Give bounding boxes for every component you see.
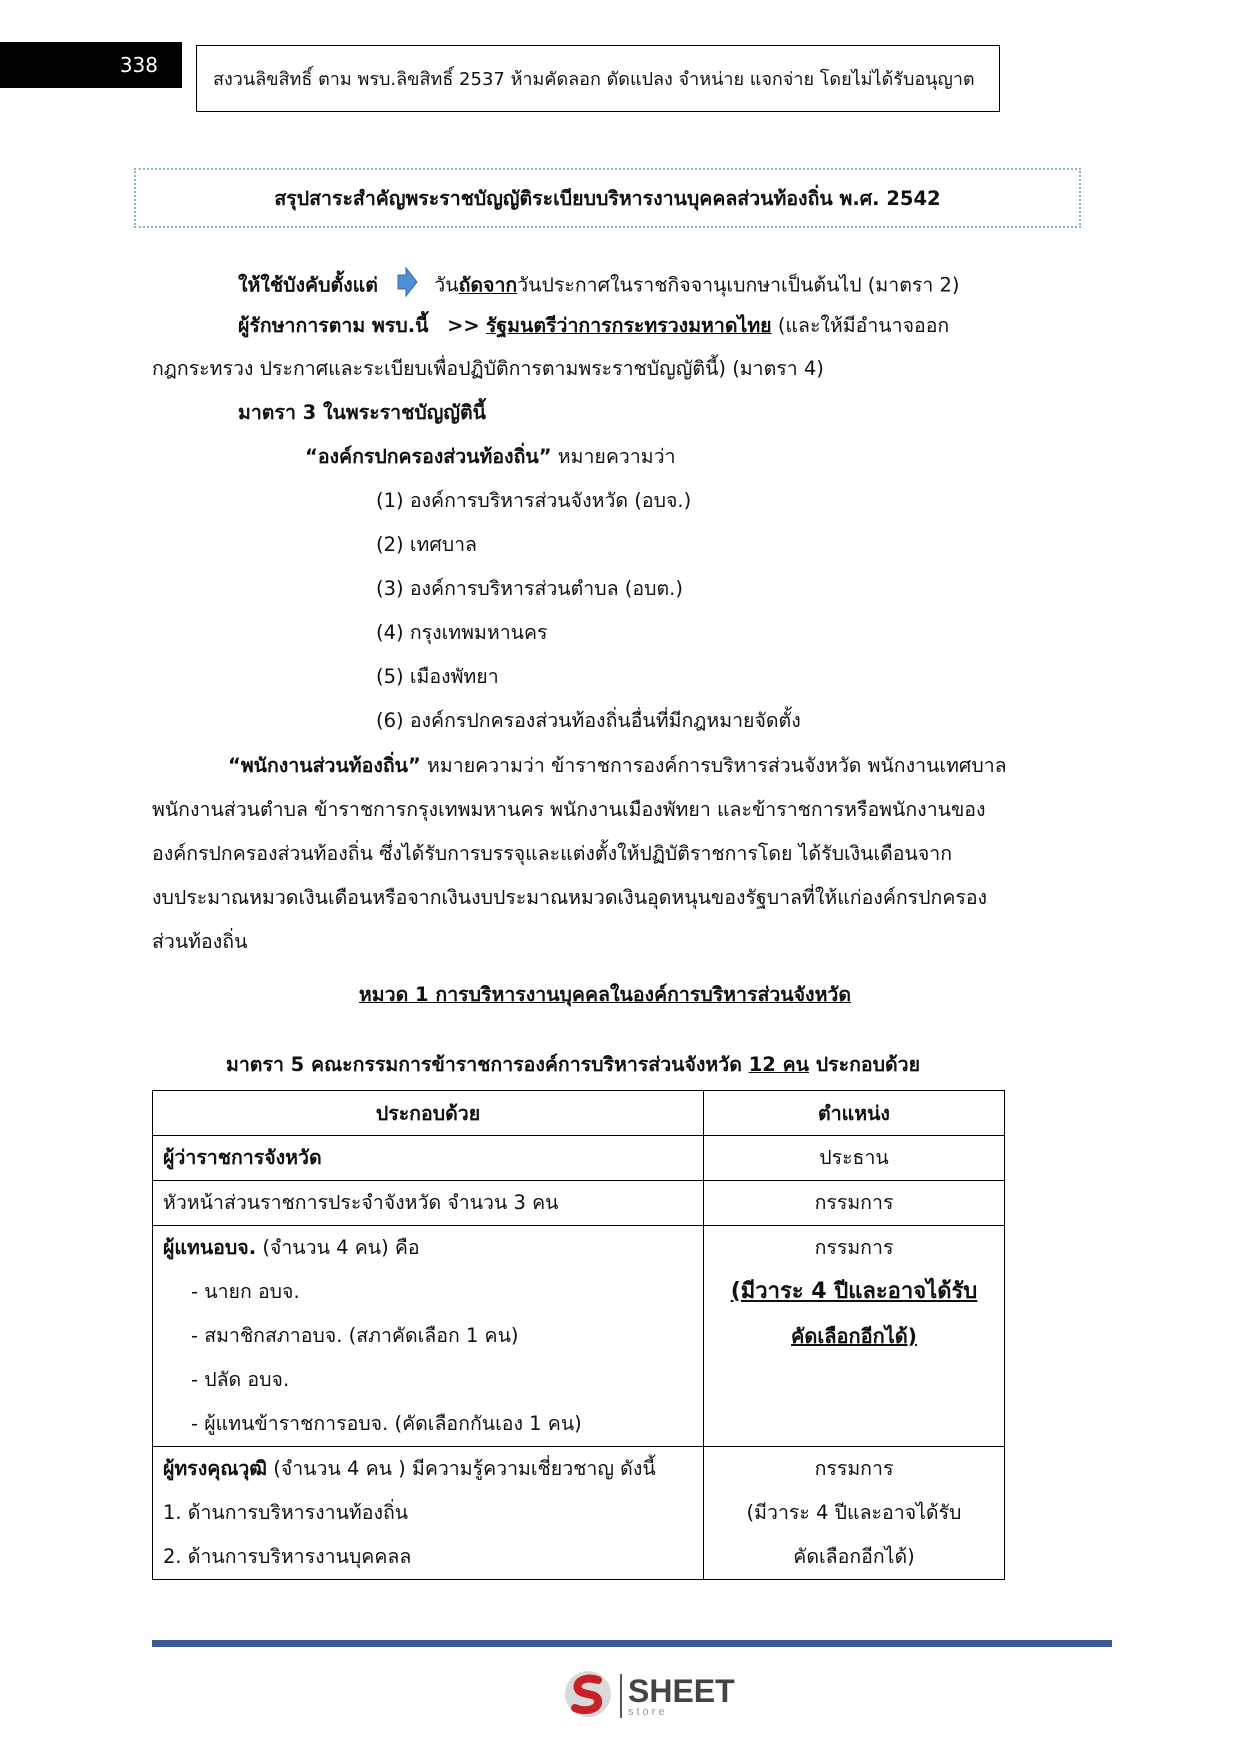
section3-term: “องค์กรปกครองส่วนท้องถิ่น”	[305, 445, 552, 468]
member-cell	[153, 1447, 704, 1580]
sheet-store-s-icon	[562, 1668, 614, 1724]
table-row	[153, 1447, 1005, 1580]
member-heading	[163, 1447, 693, 1491]
member-heading-rest: (จำนวน 4 คน) คือ	[262, 1236, 420, 1259]
table-header-row	[153, 1091, 1005, 1136]
position-label: กรรมการ	[814, 1457, 894, 1480]
table-row	[153, 1226, 1005, 1447]
list-item: (2) เทศบาล	[376, 533, 477, 556]
effective-rest: วันประกาศในราชกิจจานุเบกษาเป็นต้นไป (มาตรา 2)	[517, 273, 960, 297]
employee-def-text: หมายความว่า ข้าราชการองค์การบริหารส่วนจังหวัด พนักงานเทศบาล	[427, 754, 1007, 777]
page-number: 338	[0, 42, 182, 88]
member-heading	[163, 1226, 693, 1270]
section3-term-line	[305, 443, 676, 471]
list-item: (5) เมืองพัทยา	[376, 665, 499, 688]
committee-table	[152, 1090, 1005, 1580]
employee-def-line-3: องค์กรปกครองส่วนท้องถิ่น ซึ่งได้รับการบรรจุและแต่งตั้งให้ปฏิบัติราชการโดย ได้รับเงินเดือนจาก	[152, 842, 953, 865]
employee-def-term: “พนักงานส่วนท้องถิ่น”	[228, 754, 421, 777]
effective-label: ให้ใช้บังคับตั้งแต่	[238, 273, 378, 297]
list-item: (6) องค์กรปกครองส่วนท้องถิ่นอื่นที่มีกฎหมายจัดตั้ง	[376, 709, 801, 732]
section3-meaning: หมายความว่า	[557, 445, 676, 468]
employee-def-line-5: ส่วนท้องถิ่น	[152, 930, 248, 953]
column-header: ประกอบด้วย	[153, 1091, 704, 1136]
custodian-line-2: กฎกระทรวง ประกาศและระเบียบเพื่อปฏิบัติการตามพระราชบัญญัตินี้) (มาตรา 4)	[152, 357, 824, 380]
section5-count: 12 คน	[748, 1053, 809, 1076]
term-note: (มีวาระ 4 ปีและอาจได้รับ	[746, 1501, 962, 1524]
page-title: สรุปสาระสำคัญพระราชบัญญัติระเบียบบริหารงานบุคคลส่วนท้องถิ่น พ.ศ. 2542	[134, 168, 1081, 228]
custodian-line	[238, 312, 949, 340]
copyright-header: สงวนลิขสิทธิ์ ตาม พรบ.ลิขสิทธิ์ 2537 ห้ามคัดลอก ดัดแปลง จำหน่าย แจกจ่าย โดยไม่ได้รับอนุญาต	[196, 45, 1000, 112]
custodian-arrow: >>	[447, 314, 480, 337]
term-note: คัดเลือกอีกได้)	[791, 1324, 917, 1348]
table-row	[153, 1181, 1005, 1226]
chapter-heading: หมวด 1 การบริหารงานบุคคลในองค์การบริหารส่วนจังหวัด	[358, 983, 852, 1006]
section5-post: ประกอบด้วย	[815, 1053, 921, 1076]
effective-pre: วัน	[434, 273, 459, 297]
sheet-store-logo	[562, 1668, 735, 1724]
employee-def-line-4: งบประมาณหมวดเงินเดือนหรือจากเงินงบประมาณหมวดเงินอุดหนุนของรัฐบาลที่ให้แก่องค์กรปกครอง	[152, 886, 988, 909]
column-header: ตำแหน่ง	[704, 1091, 1005, 1136]
member-subitem: - สมาชิกสภาอบจ. (สภาคัดเลือก 1 คน)	[191, 1324, 519, 1347]
employee-def-line-2: พนักงานส่วนตำบล ข้าราชการกรุงเทพมหานคร พนักงานเมืองพัทยา และข้าราชการหรือพนักงานของ	[152, 798, 986, 821]
member-subitem: - ผู้แทนข้าราชการอบจ. (คัดเลือกกันเอง 1 คน)	[191, 1412, 582, 1435]
section5-heading	[226, 1051, 920, 1079]
position-cell	[704, 1447, 1005, 1580]
logo-text: SHEET	[628, 1672, 735, 1709]
term-note: (มีวาระ 4 ปีและอาจได้รับ	[730, 1279, 978, 1304]
member-heading-bold: ผู้ทรงคุณวุฒิ	[163, 1457, 267, 1480]
position-label: กรรมการ	[814, 1236, 894, 1259]
list-item: (1) องค์การบริหารส่วนจังหวัด (อบจ.)	[376, 489, 692, 512]
member-cell: ผู้ว่าราชการจังหวัด	[153, 1136, 704, 1181]
member-cell	[153, 1226, 704, 1447]
table-row	[153, 1136, 1005, 1181]
effective-line	[238, 266, 960, 306]
effective-underlined: ถัดจาก	[458, 273, 518, 297]
arrow-right-icon	[396, 266, 418, 306]
logo-subtext: store	[628, 1705, 668, 1718]
employee-def-line-1	[228, 752, 1007, 780]
member-cell: หัวหน้าส่วนราชการประจำจังหวัด จำนวน 3 คน	[153, 1181, 704, 1226]
member-subitem: - ปลัด อบจ.	[191, 1368, 290, 1391]
footer-rule	[152, 1640, 1112, 1647]
list-item: (4) กรุงเทพมหานคร	[376, 621, 548, 644]
member-heading-rest: (จำนวน 4 คน ) มีความรู้ความเชี่ยวชาญ ดังนี้	[273, 1457, 656, 1480]
section5-pre: มาตรา 5 คณะกรรมการข้าราชการองค์การบริหารส่วนจังหวัด	[226, 1053, 742, 1076]
position-cell: กรรมการ	[704, 1181, 1005, 1226]
position-cell: ประธาน	[704, 1136, 1005, 1181]
logo-text-block	[628, 1672, 735, 1718]
term-note: คัดเลือกอีกได้)	[793, 1545, 915, 1568]
custodian-rest: (และให้มีอำนาจออก	[777, 314, 950, 337]
list-item: (3) องค์การบริหารส่วนตำบล (อบต.)	[376, 577, 683, 600]
position-cell	[704, 1226, 1005, 1447]
section3-heading: มาตรา 3 ในพระราชบัญญัตินี้	[238, 401, 486, 424]
member-subitem: - นายก อบจ.	[191, 1280, 300, 1303]
custodian-label: ผู้รักษาการตาม พรบ.นี้	[238, 314, 429, 337]
member-subitem: 2. ด้านการบริหารงานบุคคลล	[163, 1545, 412, 1568]
logo-divider	[620, 1674, 622, 1718]
member-heading-bold: ผู้แทนอบจ.	[163, 1236, 257, 1259]
custodian-minister: รัฐมนตรีว่าการกระทรวงมหาดไทย	[485, 314, 772, 337]
member-subitem: 1. ด้านการบริหารงานท้องถิ่น	[163, 1501, 409, 1524]
